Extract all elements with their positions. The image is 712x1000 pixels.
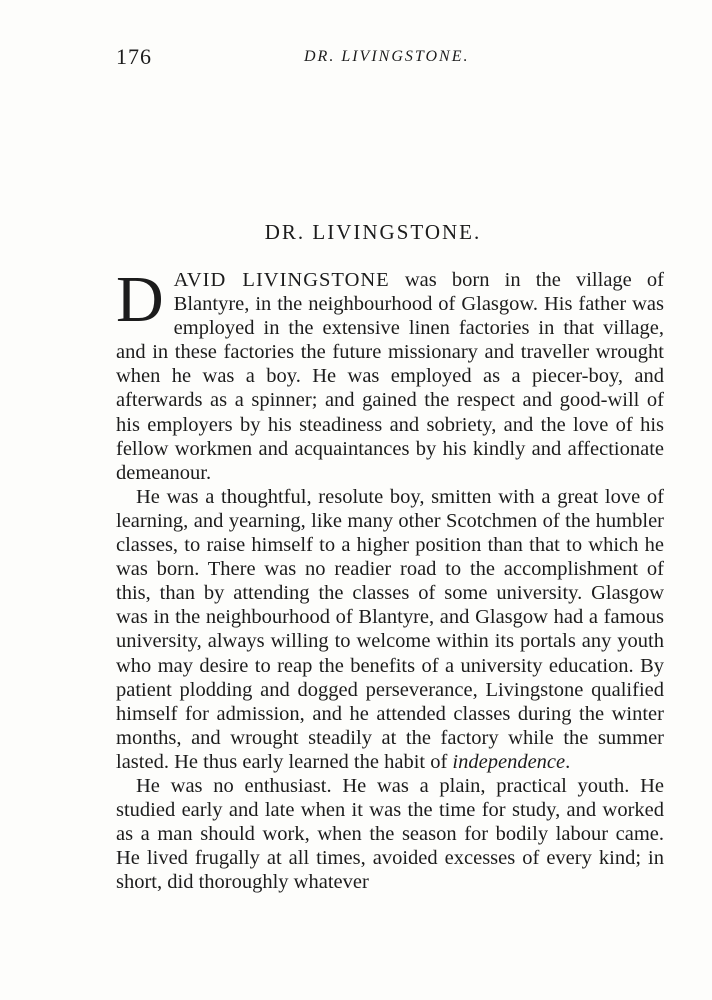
drop-cap: D bbox=[116, 263, 164, 336]
lead-in: AVID LIVINGSTONE bbox=[173, 269, 390, 291]
paragraph-3 bbox=[116, 774, 664, 894]
paragraph-3-text: He was no enthusiast. He was a plain, practical youth. He studied early and late when it was the time for study, and worked as a man should work, when the season for bodily labour came. He lived frugally at all times, avoided excesses of every kind; in short, did thoroughly whatever bbox=[116, 774, 664, 894]
running-head bbox=[116, 44, 606, 74]
running-title: DR. LIVINGSTONE. bbox=[304, 48, 470, 65]
chapter-title: DR. LIVINGSTONE. bbox=[264, 220, 482, 244]
paragraph-2-end: . bbox=[565, 750, 571, 773]
page-number: 176 bbox=[116, 44, 152, 69]
paragraph-1 bbox=[116, 263, 665, 485]
body-text bbox=[116, 263, 665, 894]
paragraph-2 bbox=[116, 485, 664, 774]
emphasis-independence: independence bbox=[452, 750, 566, 773]
paragraph-1-text: was born in the village of Blantyre, in the neighbourhood of Glasgow. His father was employed in the extensive linen factories in that village, and in these factories the future missionary and traveller wrought when he was a boy. He was employed as a piecer-boy, and afterwards as a spinner; and gained the respect and good-will of his employers by his steadiness and sobriety, and the love of his fellow workmen and acquaintances by his kindly and affectionate demeanour. bbox=[116, 269, 665, 484]
paragraph-2-text: He was a thoughtful, resolute boy, smitten with a great love of learning, and yearning, like many other Scotchmen of the humbler classes, to raise himself to a higher position than that to which he was born. There was no readier road to the accomplishment of this, than by attending the classes of some university. Glasgow was in the neighbourhood of Blantyre, and Glasgow had a famous university, always willing to welcome within its portals any youth who may desire to reap the benefits of a university education. By patient plodding and dogged perseverance, Livingstone qualified himself for admission, and he attended classes during the winter months, and wrought steadily at the factory while the summer lasted. He thus early learned the habit of bbox=[116, 485, 664, 773]
